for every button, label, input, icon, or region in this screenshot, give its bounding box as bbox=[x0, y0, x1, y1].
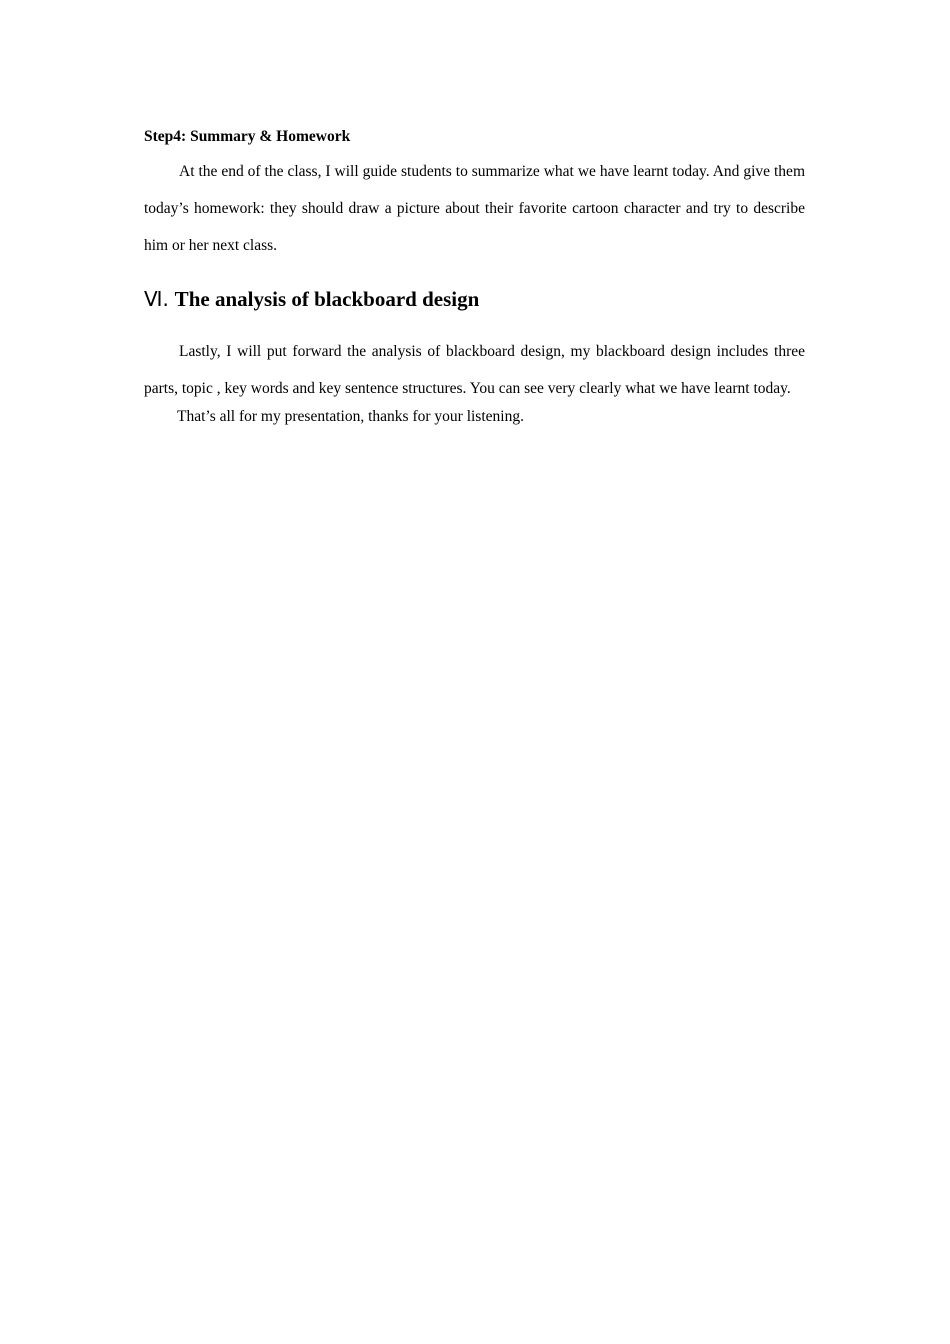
section-heading bbox=[144, 285, 805, 313]
section-numeral: Ⅵ. bbox=[144, 287, 169, 311]
section-title: The analysis of blackboard design bbox=[169, 287, 480, 311]
step4-paragraph: At the end of the class, I will guide students to summarize what we have learnt today. And give them today’s homework: they should draw a picture about their favorite cartoon character and try to describe him or her next class. bbox=[144, 163, 805, 254]
closing-sentence: That’s all for my presentation, thanks for your listening. bbox=[177, 408, 524, 425]
step4-heading: Step4: Summary & Homework bbox=[144, 128, 351, 145]
page-content bbox=[144, 127, 805, 427]
blackboard-paragraph: Lastly, I will put forward the analysis of blackboard design, my blackboard design includes three parts, topic , key words and key sentence structures. You can see very clearly what we have learnt today. bbox=[144, 343, 805, 397]
